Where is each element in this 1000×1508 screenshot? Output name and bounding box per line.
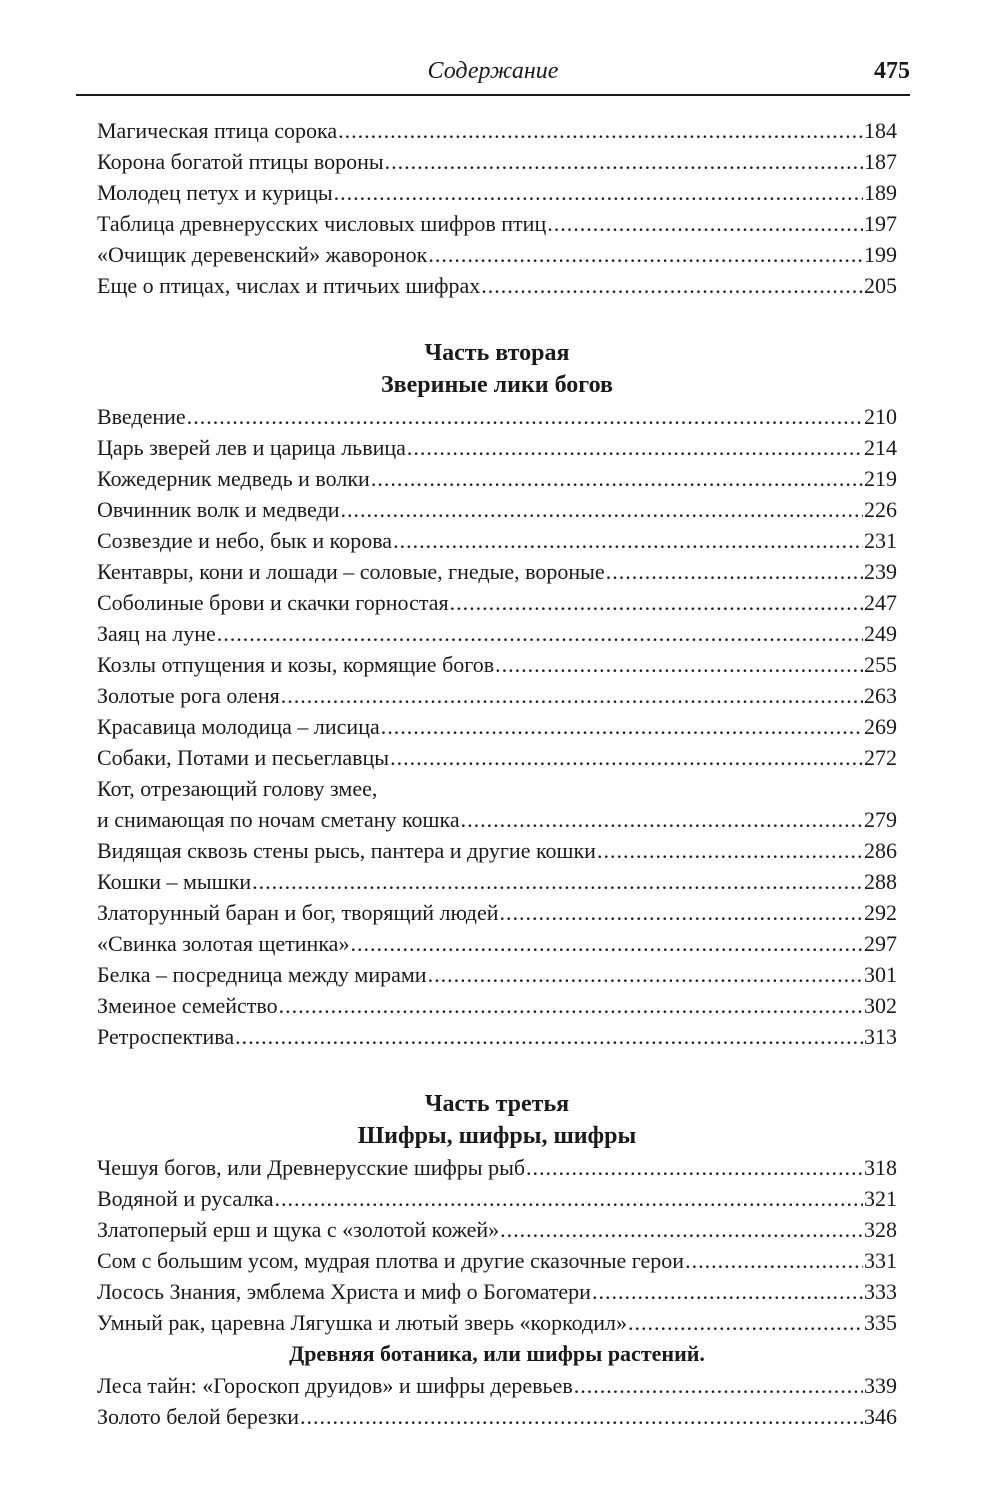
dot-leader xyxy=(274,1183,863,1214)
toc-entry xyxy=(97,587,897,618)
page-number: 475 xyxy=(874,58,910,84)
toc-entry-page: 318 xyxy=(864,1155,897,1180)
dot-leader xyxy=(393,525,863,556)
toc-entry-title: Золото белой березки xyxy=(97,1404,300,1429)
toc-entry xyxy=(97,804,897,835)
toc-entry-title: Козлы отпущения и козы, кормящие богов xyxy=(97,652,495,677)
toc-entry xyxy=(97,959,897,990)
dot-leader xyxy=(381,711,863,742)
toc-entry-page: 331 xyxy=(864,1248,897,1273)
toc-entry xyxy=(97,711,897,742)
toc-entry xyxy=(97,146,897,177)
toc-entry-title: Золотые рога оленя xyxy=(97,683,280,708)
dot-leader xyxy=(495,649,863,680)
toc-entry-page: 321 xyxy=(864,1186,897,1211)
dot-leader xyxy=(300,1401,863,1432)
dot-leader xyxy=(252,866,863,897)
section-heading: Часть вторая xyxy=(424,340,570,366)
toc-entry xyxy=(97,463,897,494)
toc-entry xyxy=(97,494,897,525)
toc-entry xyxy=(97,1214,897,1245)
toc-entry-title: Видящая сквозь стены рысь, пантера и другие кошки xyxy=(97,838,596,863)
toc-entry-title: Кентавры, кони и лошади – соловые, гнедые, вороные xyxy=(97,559,605,584)
toc-entry xyxy=(97,1152,897,1183)
section-gap xyxy=(97,301,897,337)
toc-entry xyxy=(97,270,897,301)
toc-entry-title: Лосось Знания, эмблема Христа и миф о Богоматери xyxy=(97,1279,591,1304)
toc-entry-title: Овчинник волк и медведи xyxy=(97,497,340,522)
toc-entry-page: 269 xyxy=(864,714,897,739)
running-header-title: Содержание xyxy=(427,58,559,84)
toc-entry-page: 333 xyxy=(864,1279,897,1304)
toc-entry-page: 263 xyxy=(864,683,897,708)
dot-leader xyxy=(574,1370,863,1401)
dot-leader xyxy=(500,1214,863,1245)
toc-entry-page: 231 xyxy=(864,528,897,553)
toc-entry xyxy=(97,618,897,649)
dot-leader xyxy=(390,742,863,773)
toc-entry-title: Умный рак, царевна Лягушка и лютый зверь «коркодил» xyxy=(97,1310,627,1335)
toc-entry xyxy=(97,1370,897,1401)
toc-entry xyxy=(97,835,897,866)
section-subheading: Древняя ботаника, или шифры растений. xyxy=(289,1341,705,1366)
toc-entry-title: Корона богатой птицы вороны xyxy=(97,149,384,174)
toc-entry-page: 197 xyxy=(864,211,897,236)
toc-entry xyxy=(97,239,897,270)
toc-entry-page: 297 xyxy=(864,931,897,956)
toc-entry-page: 249 xyxy=(864,621,897,646)
toc-entry-page: 184 xyxy=(864,118,897,143)
toc-entry-title: Водяной и русалка xyxy=(97,1186,274,1211)
toc-entry-title: Змеиное семейство xyxy=(97,993,278,1018)
toc-entry xyxy=(97,1307,897,1338)
dot-leader xyxy=(428,959,863,990)
table-of-contents xyxy=(97,115,897,1432)
dot-leader xyxy=(526,1152,863,1183)
toc-entry-page: 189 xyxy=(864,180,897,205)
toc-entry xyxy=(97,649,897,680)
toc-entry-page: 239 xyxy=(864,559,897,584)
toc-entry-title: Ретроспектива xyxy=(97,1024,235,1049)
dot-leader xyxy=(685,1245,863,1276)
toc-entry-title: «Свинка золотая щетинка» xyxy=(97,931,350,956)
toc-entry xyxy=(97,177,897,208)
toc-entry xyxy=(97,680,897,711)
toc-entry-title: Царь зверей лев и царица львица xyxy=(97,435,406,460)
dot-leader xyxy=(281,680,863,711)
toc-entry-title: «Очищик деревенский» жаворонок xyxy=(97,242,428,267)
toc-entry xyxy=(97,432,897,463)
toc-entry xyxy=(97,525,897,556)
toc-entry-page: 292 xyxy=(864,900,897,925)
toc-entry-page: 214 xyxy=(864,435,897,460)
toc-entry-page: 302 xyxy=(864,993,897,1018)
toc-entry-page: 226 xyxy=(864,497,897,522)
toc-entry xyxy=(97,990,897,1021)
toc-entry xyxy=(97,1276,897,1307)
running-header xyxy=(76,58,910,98)
toc-entry-line: Кот, отрезающий голову змее, xyxy=(97,776,378,801)
toc-entry-title: Введение xyxy=(97,404,186,429)
toc-entry-title: Созвездие и небо, бык и корова xyxy=(97,528,393,553)
dot-leader xyxy=(338,115,863,146)
section-heading: Шифры, шифры, шифры xyxy=(357,1123,637,1149)
section-gap xyxy=(97,1052,897,1088)
toc-entry xyxy=(97,866,897,897)
toc-entry-title: Белка – посредница между мирами xyxy=(97,962,427,987)
toc-entry-page: 210 xyxy=(864,404,897,429)
dot-leader xyxy=(461,804,863,835)
toc-entry xyxy=(97,1401,897,1432)
dot-leader xyxy=(371,463,863,494)
toc-entry xyxy=(97,1021,897,1052)
toc-entry-page: 219 xyxy=(864,466,897,491)
dot-leader xyxy=(592,1276,863,1307)
dot-leader xyxy=(428,239,863,270)
toc-entry-title: Красавица молодица – лисица xyxy=(97,714,380,739)
toc-entry xyxy=(97,208,897,239)
section-heading: Часть третья xyxy=(424,1091,570,1117)
header-rule xyxy=(76,94,910,96)
toc-entry-title: Магическая птица сорока xyxy=(97,118,338,143)
toc-entry-page: 199 xyxy=(864,242,897,267)
toc-entry xyxy=(97,742,897,773)
toc-entry-title: Заяц на луне xyxy=(97,621,216,646)
toc-entry-page: 272 xyxy=(864,745,897,770)
dot-leader xyxy=(481,270,863,301)
toc-entry-title: Леса тайн: «Гороскоп друидов» и шифры деревьев xyxy=(97,1373,573,1398)
toc-entry xyxy=(97,556,897,587)
dot-leader xyxy=(606,556,863,587)
dot-leader xyxy=(334,177,863,208)
dot-leader xyxy=(217,618,863,649)
toc-entry xyxy=(97,897,897,928)
dot-leader xyxy=(500,897,863,928)
toc-entry xyxy=(97,1245,897,1276)
toc-entry-page: 301 xyxy=(864,962,897,987)
toc-entry-page: 247 xyxy=(864,590,897,615)
toc-entry-page: 187 xyxy=(864,149,897,174)
toc-entry-title: Молодец петух и курицы xyxy=(97,180,333,205)
toc-entry-title: Соболиные брови и скачки горностая xyxy=(97,590,449,615)
dot-leader xyxy=(350,928,863,959)
toc-entry-title: Кожедерник медведь и волки xyxy=(97,466,370,491)
toc-entry-title: Чешуя богов, или Древнерусские шифры рыб xyxy=(97,1155,526,1180)
dot-leader xyxy=(407,432,863,463)
toc-entry-title: и снимающая по ночам сметану кошка xyxy=(97,807,460,832)
toc-entry-page: 255 xyxy=(864,652,897,677)
toc-entry-title: Златоперый ерш и щука с «золотой кожей» xyxy=(97,1217,500,1242)
toc-entry-page: 313 xyxy=(864,1024,897,1049)
toc-entry-title: Сом с большим усом, мудрая плотва и другие сказочные герои xyxy=(97,1248,685,1273)
toc-entry-title: Златорунный баран и бог, творящий людей xyxy=(97,900,499,925)
toc-entry-page: 288 xyxy=(864,869,897,894)
toc-entry-page: 346 xyxy=(864,1404,897,1429)
toc-entry-page: 279 xyxy=(864,807,897,832)
toc-entry xyxy=(97,115,897,146)
dot-leader xyxy=(385,146,863,177)
dot-leader xyxy=(450,587,863,618)
dot-leader xyxy=(628,1307,863,1338)
toc-entry-page: 286 xyxy=(864,838,897,863)
section-heading: Звериные лики богов xyxy=(381,372,613,398)
toc-entry-page: 335 xyxy=(864,1310,897,1335)
toc-entry-title: Таблица древнерусских числовых шифров птиц xyxy=(97,211,547,236)
dot-leader xyxy=(597,835,863,866)
dot-leader xyxy=(340,494,863,525)
toc-entry xyxy=(97,928,897,959)
toc-entry-title: Кошки – мышки xyxy=(97,869,252,894)
toc-entry xyxy=(97,401,897,432)
dot-leader xyxy=(187,401,863,432)
toc-entry-page: 205 xyxy=(864,273,897,298)
dot-leader xyxy=(547,208,863,239)
toc-entry-page: 328 xyxy=(864,1217,897,1242)
toc-entry-title: Еще о птицах, числах и птичьих шифрах xyxy=(97,273,481,298)
toc-entry-page: 339 xyxy=(864,1373,897,1398)
dot-leader xyxy=(279,990,863,1021)
toc-entry-title: Собаки, Потами и песьеглавцы xyxy=(97,745,390,770)
toc-entry xyxy=(97,1183,897,1214)
dot-leader xyxy=(235,1021,863,1052)
